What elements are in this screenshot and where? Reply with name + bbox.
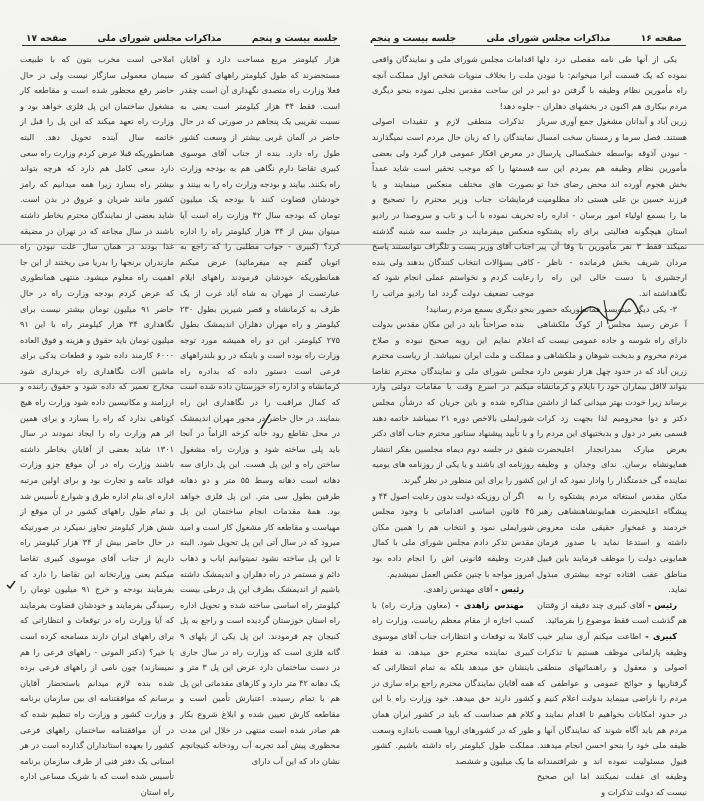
- paragraph: ۳- یکی دیگر مینویسد همانطوریکه حضور آ عرض رسید مجلس از کوک ملکشاهی دارای راه شوسه و جاده عمومی نیست که مردم محروم و بدبخت شوهان و ملکشاهی و زرین آباد که در حدود چهل هزار نفوس دارد بتواند لااقل بیماران خود را بایلام و کرمانشاه برساند زیرا خودت بهتر میدانی کما از داشتن دکتر و دوا محرومیم لذا بجهت زد کرات قسمی بغیر در دول و بدبختیهای این مردم را بعرض مبارک بمدرانجدار اعلیحضرت همایونشاه برسان. ندای وجدان و وظیفه نماینده گی خدمتگذار را وادار نمود که از این مکان مقدس استغاثه مردم پشتکوه را به پیشگاه اعلیحضرت همایونشاهنشاهی رهبر خردمند و غمخوار حقیقی ملت معروض داشته و استدعا نماید با صدور فرمان همایونی دولت را موظف فرمایند باین قبیل مناطق عقب افتاده توجه بیشتری مبذول نماید.: [537, 303, 687, 595]
- text-column-right: [537, 52, 687, 801]
- handwritten-mark-icon: [574, 298, 644, 328]
- page-number: صفحه ۱۷: [26, 34, 68, 44]
- check-mark-icon: [6, 580, 16, 590]
- speaker-paragraph: [537, 598, 687, 629]
- pen-stroke-icon: [258, 413, 272, 431]
- page-header: [26, 30, 338, 44]
- paragraph: یکی از آنها طی نامه مفصلی درد دلها نموده که یک قسمت آنرا میخوانم: با نبودن راه مأمورین نظام وظیفه با گرفتن دو ابیر مردم بیکاری هم اکنون در بخشهای دهلران - زرین آباد و آبدانان مشغول جمع آوری سرباز هستند. فصل سرما و زمستان سخت امسال - نبودن آذوقه بواسطه خشکسالی پارسال مأمورین نظام وظیفه هم بمردم این سه بخش هجوم آورده اند محض رضای خدا تو فرزند حسین بن علی هستی داد مظلومیت ما را بسمع اولیاء امور برسان - اداره راه استان هیچگونه فعالیتی برای راه پشتکوه نمیکند فقط ۳ نفر مأمورین با وفا آن پیر مردان شریف بخش فرمانده - ناظر - ارجشیری با دست خالی این راه را نگاهداشته اند.: [537, 54, 687, 298]
- text-column-left: [372, 52, 534, 769]
- header-rule: [22, 45, 340, 46]
- paragraph: اگر آن روزیکه دولت بدون رعایت اصول ۴۴ و ۴۵ قانون اساسی اقداماتی با وجود مجلس شورایملی نمود و انتخاب هم را همین مکان مقدس تذکر دادم مجلس شورای ملی با کمال قدرت وظیفه قانونی اش را انجام داده بود امروز مواجه با چنین عکس العمل نمیشدیم.: [372, 490, 534, 579]
- page-17: [0, 0, 352, 797]
- session-title: جلسه بیست و پنجم: [370, 34, 457, 44]
- speech-text: اطاعت میکنم آری سایر خیب وظیفه پارلمانی موظف هستیم با تذکرات اصولی و معقول و راهنمائیهای منطقی گرفتاریها و حوائج عمومی و عواطفی که مردم را ناراضی مینماید بدولت اعلام کنیم و در حدود امکانات بخواهیم تا اقدام نمایند و مردم هم باید آگاه شوند که نمایندگان آنها و ظیفه ملی خود را بنحو احسن انجام میدهند. قبول مسئولیت نموده اند و شرافتمندانه وظیفه ای غفلت نمیکنند اما این صحیح نیست که دولت تذکرات و: [537, 630, 687, 797]
- speaker-paragraph: [537, 629, 687, 801]
- speech-text: آقای کبیری چند دقیقه از وقتتان هم گذشت است فقط موضوع را بفرمائید.: [537, 599, 687, 626]
- publication-title: مذاکرات مجلس شورای ملی: [97, 34, 222, 44]
- speech-text: (معاون وزارت راه) با کسب اجازه از مقام معظم ریاست، وزارت راه کاملا به توقعات و انتظارات جناب آقای موسوی کبیری نماینده محترم حق میدهد، نه فقط باینشان حق میدهد بلکه به تمام انتظاراتی که همه آقایان نمایندگان محترم راجع براه سازی در کشور دارند حق میدهد. خود وزارت راه با این کلام هم صداست که باید در کشور ایران همان طور که در کشورهای اروپا هست باندازه وسعت مملکت طول کیلومتر راه داشته باشیم. کشور ما یک میلیون و ششصد: [372, 599, 534, 766]
- speaker-name: رئیس -: [647, 599, 677, 610]
- page-header: [370, 30, 682, 44]
- page-number: صفحه ۱۶: [640, 34, 682, 44]
- speaker-name: کبیری -: [645, 630, 677, 641]
- text-column-left: [20, 52, 174, 801]
- scan-fold-line: [0, 383, 704, 384]
- paragraph: املاحی است مخرب بتون که با طبیعت سیمان معمولی سازگار نیست ولی در حال حاضر رفع محظور شده است و مقاطعه کار مشغول ساختمان این پل فلزی خواهد بود و وزارت راه تعهد میکند که این پل را قبل از خاتمه سال آینده تحویل دهد. البته همانطوریکه قبلا عرض کردم وزارت راه سعی دارد سعی کامل هم دارد که هرچه بتواند بیشتر راه بسازد زیرا همه میدانیم که رامز کشور مانند شریان و عروق در بدن است. شاید بعضی از نمایندگان محترم بخاطر داشته باشند در سال مجاعه که در تهران در مضیقه غذا بودند در همان سال علت نبودن راه مازندران برنجها را بدریا می ریختند از این جا اهمیت راه معلوم میشود. منتهی همانطوری که عرض کردم بودجه وزارت راه در حال حاضر ۹۱ میلیون تومان بیشتر نیست برای نگاهداری ۳۴ هزار کیلومتر راه با این ۹۱ میلیون تومان باید حقوق و هزینه و فوق العاده ۶۰۰۰ کارمند داده شود و قطعات یدکی برای ماشین آلات نگاهداری راه خریداری شود مخارج تعمیر که داده شود و حقوق راننده و ارزامند و مکانیسین داده شود وزارت راه هیچ کوتاهی ندارد که راه را بسازد و برای همین اثر هم وزارت راه را ایجاد نمودند در سال ۱۳۰۱ شاید بعضی از آقایان بخاطر داشته باشند وزارت راه در آن موقع جزو وزارت فوائد عامه و تجارت بود و برای اولین مرتبه اداره ای بنام اداره طرق و شوارع تأسیس شد و تمام طول راههای کشور در آن موقع از شش هزار کیلومتر تجاوز نمیکرد در صورتیکه در حال حاضر بیش از ۳۴ هزار کیلومتر راه داریم از جناب آقای موسوی کبیری تقاضا میکنم یعنی وزارتخانه این تقاضا را دارد که بفرمایند بودجه و خرج ۹۱ میلیون تومان را رسیدگی بفرمایند و خودشان قضاوت بفرمایند که آیا وزارت راه در توقعات و انتظاراتی که برای راههای ایران دارند مسامحه کرده است یا خیر؟ (دکتر الموتی - راههای فرعی را هم نمیسازند) چون نامی از راههای فرعی برده شده بنده لازم میدانم باستحضار آقایان برسانم که موافقتنامه ای بین سازمان برنامه و وزارت کشور و وزارت راه تنظیم شده که در آن موافقتنامه ساختمان راههای فرعی کشور را بعهده استانداران گذارده است در هر استانی یک دفتر فنی از طرف سازمان برنامه تأسیس شده است که با شریک مساعی اداره راه استان: [20, 54, 175, 797]
- paragraph: هزار کیلومتر مربع مساحت دارد و آقایان مستحضرند که طول کیلومتر راههای کشور که فعلا وزارت راه متصدی نگهداری آن است چقدر است. فقط ۳۴ هزار کیلومتر است یعنی به نسبت تقریبی یک پنجاهم در صورتی که در حال حاضر در آلمان غربی بیشتر از وسعت کشور طول راه دارد. بنده از جناب آقای موسوی کبیری تقاضا دارم نگاهی هم به بودجه وزارت راه بکنند. بیایند و بودجه وزارت راه را به بینند و خودشان قضاوت کنند با بودجه یک میلیون تومان که بودجه سال ۴۲ وزارت راه است آیا میتوان بیش از ۳۴ هزار کیلومتر راه را اداره کرد؟ (کبیری - جواب مطلبی را که راجع به اتوبان گفتم چه میفرمائید) عرض میکنم همانطوریکه خودشان فرمودند راههای ایلام عبارتست از مهران به شاه آباد غرب از یک طرف به کرمانشاه و قصر شیرین بطول ۲۳۰ کیلومتر و راه مهران دهلران اندیمشک بطول ۲۷۵ کیلومتر. این دو راه همیشه مورد توجه وزارت راه بوده است و باینکه در رو بلندراههای فرعی است دستور داده که بدادره راه کرمانشاه و اداره راه خوزستان داده شده است که کمال مراقبت را در نگاهداری این راه بنمایند. در حال حاضر در محور مهران اندیمشک در محل تقاطع رود خانه کرخه الزاماً در آنجا باید پلی ساخته شود و وزارت راه مشغول ساختن راه و این پل هست. این پل دارای سه دهانه است دهانه وسط ۵۵ متر و دو دهانه طرفین بطول سی متر. این پل فلزی خواهد بود. همهٔ مقدمات انجام ساختمان این پل مهیاست و مقاطعه کار مشغول کار است و امید میرود که در سال آتی این پل تحویل شود. البته تا این پل ساخته نشود نمیتوانیم ایاب و ذهاب دائم و مستمر در راه دهلران و اندیمشک داشته باشیم از اندیمشک بطرف این پل درطی بیست کیلومتر راه اساسی ساخته شده و تحویل اداره راه استان خوزستان گردیده است و راجع به پل کنیجان چم فرمودند. این پل یکی از پلهای ۹ گانه فلزی است که وزارت راه در سال جاری در دست ساختمان دارد عرض این پل ۳ متر و یک دهانه ۴۲ متر دارد و کارهای مقدماتی این پل هم با تمام رسیده. اعتبارش تأمین است و مقاطعه کارش تعیین شده و ابلاغ شروع بکار هم صادر شده است منتهی در خلال این مدت محظوری پیش آمد تجربه آب رودخانه کنیجانچم نشان داد که این آب دارای: [180, 54, 340, 766]
- speaker-name: مهندس زاهدی -: [455, 599, 524, 610]
- scan-fold-line: [0, 244, 704, 245]
- page-16: [352, 0, 704, 797]
- paragraph: اقدامات مجلس شورای ملی و نمایندگان واقعی ملت را بخلاف منویات شخص اول مملکت آنچه در این ساحت مقدس تجلی نموده بنحو دیگری جلوه دهد!: [372, 54, 534, 111]
- header-rule: [374, 45, 686, 46]
- speaker-paragraph: [372, 598, 534, 770]
- publication-title: مذاکرات مجلس شورای ملی: [486, 34, 611, 44]
- speaker-paragraph: [372, 582, 534, 598]
- speech-text: آقای مهندس زاهدی.: [423, 584, 493, 595]
- paragraph: تذکرات منطقی لازم و تنقیدات اصولی نمایندگان را که زبان حال مردم است نمیگذارند در معرض افکار عمومی قرار گیرد ولی بعضی قسمتها را که موجب تحقیر است شاید عمداً بصورت های مختلف منعکس مینمایند و یا فرمایشات جناب وزیر محترم را تصحیح و تحریف نموده با آب و تاب و سروصدا در رادیو منعکس میفرمایند در جلسه سه شنبه گذشته اجناب آقای وزیر پست و تلگراف نتوانستند پاسخ کافی بسؤالات انتخاب کنندگان بدهند ولی بنده رعایت کردم و نخواستم عملی انجام شود که موجب تضعیف دولت گردد اما رادیو مراتب را بنحو دیگری بسمع مردم رسانید!: [372, 116, 534, 314]
- paragraph: بنده صراحتاً باید در این مکان مقدس بدولت اعلام نمایم این رویه صحیح نبوده و صلاح مملکت و ملت ایران نمیباشد. از ریاست محترم مجلس شورای ملی و نمایندگان محترم تقاضا میکنم در اسرع وقت با مقامات دولتی وارد مذاکره شده و باین جریان که درشأن مجلس شورایملی بالاخص دوره ۲۱ نمیباشد خاتمه دهند و با تأیید پیشنهاد سناتور محترم جناب آقای دکتر شفق در جلسه دوم دیماه مجلسین بفکر انتشار روزنامه ای باشند و یا یکی از روزنامه های یومیه کشور را برای این منظور در نظر گیرند.: [372, 319, 534, 486]
- session-title: جلسه بیست و پنجم: [251, 34, 338, 44]
- text-column-right: [180, 52, 340, 769]
- speaker-name: رئیس -: [495, 584, 524, 595]
